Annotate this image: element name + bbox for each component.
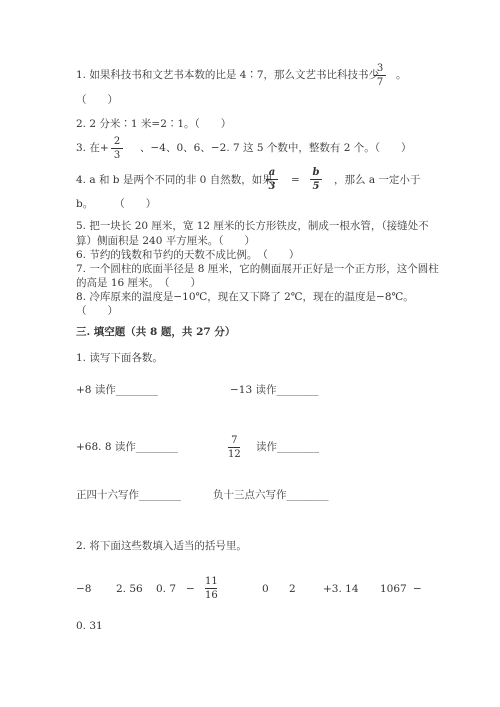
fill-2-number: 0. 31 <box>76 620 103 632</box>
fill-1-read-plus-8: +8 读作________ <box>76 384 158 396</box>
fill-1-read-fraction: 读作________ <box>256 441 319 453</box>
question-7-line1: 7. 一个圆柱的底面半径是 8 厘米，它的侧面展开正好是一个正方形，这个圆柱 <box>76 263 439 275</box>
fraction-denominator: 12 <box>228 449 241 460</box>
fraction-bar <box>266 179 278 180</box>
fill-2-minus-sign: − <box>186 583 195 595</box>
fraction-denominator: 16 <box>205 590 218 601</box>
question-5-line2: 算）侧面积是 240 平方厘米。（ ） <box>76 235 255 247</box>
question-3-fraction <box>111 136 123 161</box>
question-4-prefix: 4. a 和 b 是两个不同的非 0 自然数，如果 <box>76 174 273 186</box>
fill-1-read-minus-13: −13 读作________ <box>230 384 319 396</box>
fraction-denominator: 7 <box>376 77 384 88</box>
fill-2-number: 2. 56 <box>116 583 143 595</box>
question-4-suffix: ，那么 a 一定小于 <box>334 174 421 186</box>
question-8-line1: 8. 冷库原来的温度是−10℃，现在又下降了 2℃，现在的温度是−8℃。 <box>76 291 414 303</box>
question-7-line2: 的高是 16 厘米。 （ ） <box>76 277 202 289</box>
question-2-text: 2. 2 分米∶1 米=2∶1。（ ） <box>76 118 232 130</box>
fraction-numerator: b <box>312 167 320 178</box>
question-4-fraction-b <box>310 167 322 192</box>
fraction-bar <box>228 447 240 448</box>
fill-1-fraction-7-12 <box>228 435 241 460</box>
fraction-denominator: 3 <box>113 150 121 161</box>
fill-2-number: 0. 7 <box>156 583 177 595</box>
section-3-title: 三. 填空题（共 8 题，共 27 分） <box>76 326 236 338</box>
fraction-numerator: a <box>268 167 276 178</box>
question-6-text: 6. 节约的钱数和节约的天数不成比例。 （ ） <box>76 249 300 261</box>
fill-2-fraction-11-16 <box>205 576 218 601</box>
fill-2-number: +3. 14 <box>323 583 359 595</box>
question-4-fraction-a <box>266 167 278 192</box>
question-3-suffix: 、−4、0、6、−2. 7 这 5 个数中，整数有 2 个。（ ） <box>140 142 412 154</box>
fill-1-write-positive-46: 正四十六写作________ <box>76 489 181 501</box>
fill-2-title: 2. 将下面这些数填入适当的括号里。 <box>76 540 247 552</box>
question-1-text: 1. 如果科技书和文艺书本数的比是 4∶7，那么文艺书比科技书少 <box>76 69 380 81</box>
question-5-line1: 5. 把一块长 20 厘米，宽 12 厘米的长方形铁皮，制成一根水管，（接缝处不 <box>76 220 429 232</box>
fraction-bar <box>310 179 322 180</box>
fill-1-title: 1. 读写下面各数。 <box>76 352 163 364</box>
fill-2-number: 1067 <box>380 583 407 595</box>
fraction-denominator: 5 <box>312 181 320 192</box>
question-3-prefix: 3. 在+ <box>76 142 109 154</box>
question-8-line2: （ ） <box>76 305 118 317</box>
fill-2-number: 2 <box>289 583 296 595</box>
fill-1-read-68-8: +68. 8 读作________ <box>76 441 178 453</box>
fraction-numerator: 11 <box>205 576 218 587</box>
fraction-denominator: 3 <box>268 181 276 192</box>
fraction-bar <box>374 75 386 76</box>
fill-2-number: 0 <box>262 583 269 595</box>
fraction-numerator: 3 <box>376 63 384 74</box>
question-1-fraction <box>374 63 386 88</box>
question-4-line2: b。 （ ） <box>76 198 157 210</box>
question-4-equals: = <box>291 174 300 186</box>
fraction-numerator: 7 <box>231 435 238 446</box>
question-1-end: 。 <box>396 69 407 81</box>
fill-2-minus-sign: − <box>413 583 422 595</box>
fraction-bar <box>205 588 217 589</box>
fill-1-write-negative-13-6: 负十三点六写作________ <box>213 489 329 501</box>
fraction-numerator: 2 <box>113 136 121 147</box>
question-1-answer-paren: （ ） <box>76 94 118 106</box>
fill-2-number: −8 <box>76 583 92 595</box>
fraction-bar <box>111 148 123 149</box>
